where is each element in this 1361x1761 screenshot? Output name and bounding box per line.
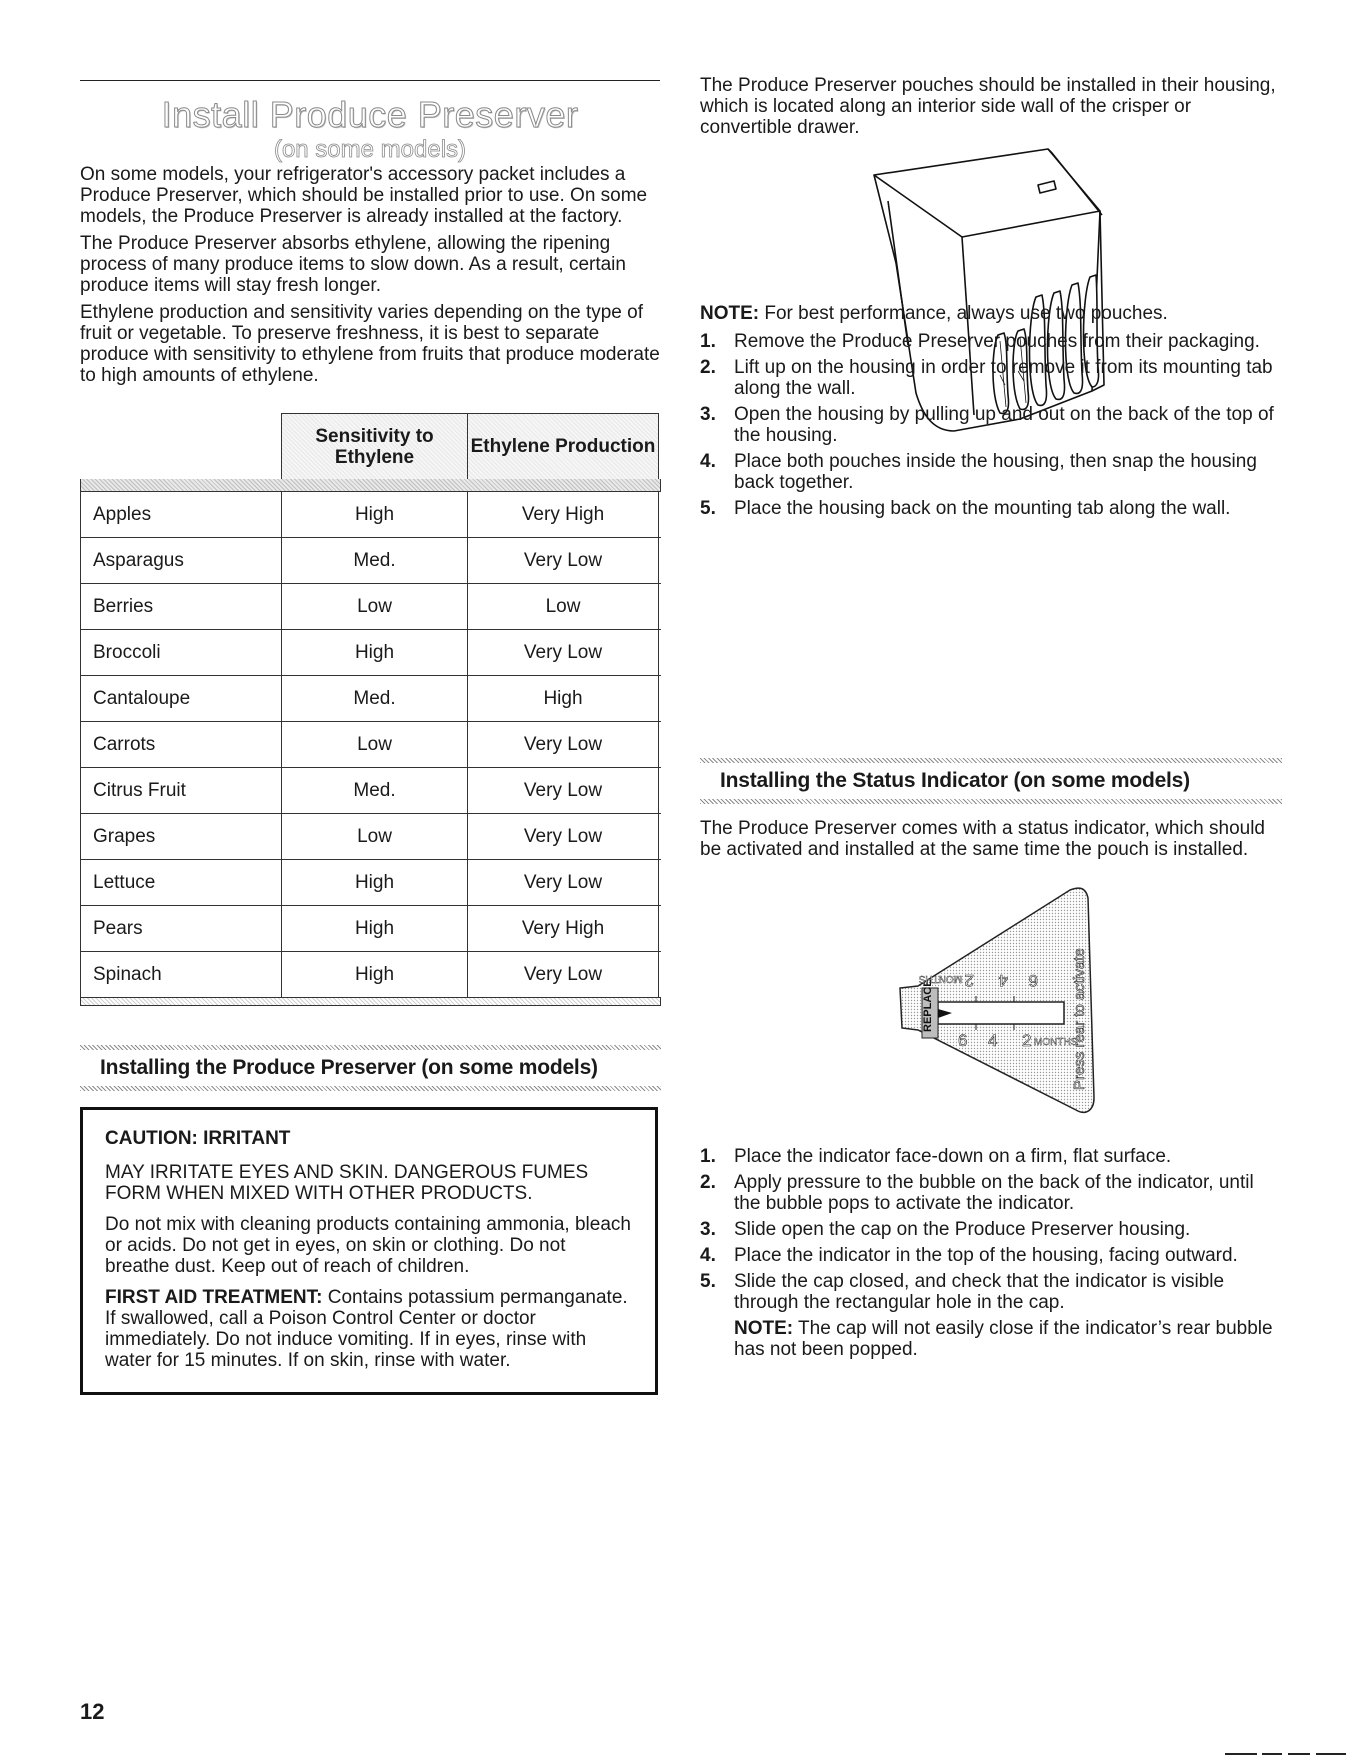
caution-box: [80, 1107, 658, 1395]
note-text: For best performance, always use two pouches.: [759, 303, 1168, 324]
right-column: [700, 75, 1282, 144]
caution-warning: MAY IRRITATE EYES AND SKIN. DANGEROUS FUMES FORM WHEN MIXED WITH OTHER PRODUCTS.: [105, 1162, 589, 1204]
indicator-instructions: [700, 1140, 1282, 1367]
table-row: [80, 583, 661, 629]
step-number: 3.: [700, 1219, 716, 1240]
footer-mark: [1316, 1753, 1346, 1755]
step-text: Apply pressure to the bubble on the back of the indicator, until the bubble pops to activate the indicator.: [734, 1172, 1254, 1214]
table-row: [80, 537, 661, 583]
table-header-row: [80, 413, 661, 479]
table-row: [80, 629, 661, 675]
caution-instructions: Do not mix with cleaning products containing ammonia, bleach or acids. Do not get in eyes, on skin or clothing. Do not breathe dust. Keep out of reach of children.: [105, 1214, 631, 1277]
step-text: Place the indicator face-down on a firm, flat surface.: [734, 1146, 1172, 1167]
production-value: Low: [467, 584, 659, 629]
first-aid-text: Contains potassium permanganate. If swallowed, call a Poison Control Center or doctor immediately. Do not induce vomiting. If in eyes, rinse with water for 15 minutes. If on skin, rinse with water.: [105, 1287, 628, 1371]
footer-mark: [1225, 1753, 1257, 1755]
indicator-num-4-mirror: 4: [998, 971, 1008, 990]
step-item: [700, 1146, 1282, 1167]
production-value: Very High: [467, 492, 659, 537]
step-text: Remove the Produce Preserver pouches from their packaging.: [734, 331, 1260, 352]
step-item: [700, 1271, 1282, 1313]
step-number: 5.: [700, 498, 716, 519]
produce-name: Lettuce: [80, 860, 281, 905]
step-number: 4.: [700, 451, 716, 472]
table-hatch-divider: [80, 479, 661, 491]
step-item: [700, 498, 1282, 519]
first-aid: [105, 1287, 633, 1371]
indicator-num-6-mirror: 6: [1028, 971, 1038, 990]
note-cap-text: The cap will not easily close if the indicator’s rear bubble has not been popped.: [734, 1318, 1273, 1360]
indicator-press-label: Press rear to activate: [1071, 948, 1088, 1090]
section-heading-text: Installing the Status Indicator (on some models): [720, 769, 1190, 792]
step-text: Place the indicator in the top of the housing, facing outward.: [734, 1245, 1238, 1266]
page-number: 12: [80, 1699, 105, 1724]
sensitivity-value: Low: [281, 814, 467, 859]
indicator-num-2-mirror: 2: [964, 971, 974, 990]
produce-name: Pears: [80, 906, 281, 951]
page-subtitle: (on some models): [273, 136, 467, 163]
produce-name: Berries: [80, 584, 281, 629]
housing-instructions: [700, 303, 1282, 524]
production-value: Very Low: [467, 722, 659, 767]
step-number: 3.: [700, 404, 716, 425]
table-row: [80, 491, 661, 537]
production-value: Very Low: [467, 538, 659, 583]
step-item: [700, 451, 1282, 493]
footer-mark: [1288, 1753, 1310, 1755]
status-indicator-illustration: [880, 882, 1110, 1122]
indicator-replace-label: REPLACE: [922, 979, 934, 1032]
table-row: [80, 721, 661, 767]
step-item: [700, 404, 1282, 446]
step-item: [700, 1245, 1282, 1266]
production-value: Very Low: [467, 814, 659, 859]
step-number: 2.: [700, 357, 716, 378]
step-text: Slide open the cap on the Produce Preserver housing.: [734, 1219, 1191, 1240]
production-value: Very Low: [467, 860, 659, 905]
first-aid-label: FIRST AID TREATMENT:: [105, 1287, 323, 1308]
section-heading-text: Installing the Produce Preserver (on some models): [100, 1056, 598, 1079]
note: [700, 303, 1282, 324]
step-text: Slide the cap closed, and check that the indicator is visible through the rectangular hole in the cap.: [734, 1271, 1225, 1313]
table-header-sensitivity: Sensitivity to Ethylene: [281, 413, 467, 479]
table-hatch-bottom: [80, 998, 661, 1006]
step-number: 1.: [700, 331, 716, 352]
caution-title: CAUTION: IRRITANT: [105, 1128, 291, 1149]
housing-steps: [700, 331, 1282, 519]
step-number: 1.: [700, 1146, 716, 1167]
sensitivity-value: Low: [281, 722, 467, 767]
top-rule: [80, 80, 660, 81]
produce-name: Cantaloupe: [80, 676, 281, 721]
step-item: [700, 357, 1282, 399]
sensitivity-value: Med.: [281, 676, 467, 721]
step-number: 5.: [700, 1271, 716, 1292]
step-text: Place the housing back on the mounting tab along the wall.: [734, 498, 1231, 519]
step-text: Lift up on the housing in order to remove it from its mounting tab along the wall.: [734, 357, 1273, 399]
sensitivity-value: High: [281, 630, 467, 675]
indicator-steps: [700, 1146, 1282, 1313]
page-title: Install Produce Preserver: [161, 94, 579, 135]
produce-name: Citrus Fruit: [80, 768, 281, 813]
intro-text: [80, 164, 660, 392]
step-item: [700, 331, 1282, 352]
production-value: Very Low: [467, 630, 659, 675]
produce-name: Broccoli: [80, 630, 281, 675]
produce-name: Carrots: [80, 722, 281, 767]
status-intro-paragraph: The Produce Preserver comes with a status indicator, which should be activated and installed at the same time the pouch is installed.: [700, 818, 1265, 860]
produce-name: Spinach: [80, 952, 281, 997]
intro-paragraph: On some models, your refrigerator's accessory packet includes a Produce Preserver, which should be installed prior to use. On some models, the Produce Preserver is already installed at the factory.: [80, 164, 648, 227]
intro-paragraph: The Produce Preserver absorbs ethylene, allowing the ripening process of many produce items to slow down. As a result, certain produce items will stay fresh longer.: [80, 233, 626, 296]
sensitivity-value: High: [281, 860, 467, 905]
table-row: [80, 675, 661, 721]
section-heading-status: [700, 758, 1282, 804]
intro-paragraph: Ethylene production and sensitivity varies depending on the type of fruit or vegetable. To preserve freshness, it is best to separate produce with sensitivity to ethylene from fruits that produce moderate to high amounts of ethylene.: [80, 302, 660, 386]
status-intro: [700, 818, 1282, 866]
footer-mark: [1262, 1753, 1282, 1755]
production-value: Very Low: [467, 952, 659, 997]
sensitivity-value: High: [281, 492, 467, 537]
ethylene-table: [80, 413, 661, 1006]
note-label: NOTE:: [700, 303, 760, 324]
step-text: Open the housing by pulling up and out on the back of the top of the housing.: [734, 404, 1274, 446]
note-cap-label: NOTE:: [734, 1318, 794, 1339]
production-value: Very Low: [467, 768, 659, 813]
table-row: [80, 859, 661, 905]
table-row: [80, 905, 661, 951]
sensitivity-value: High: [281, 906, 467, 951]
sensitivity-value: Med.: [281, 768, 467, 813]
indicator-num-6: 6: [958, 1031, 968, 1050]
step-number: 2.: [700, 1172, 716, 1193]
note-cap: [700, 1318, 1282, 1360]
indicator-months-mirror: MONTHS: [918, 973, 962, 984]
produce-name: Grapes: [80, 814, 281, 859]
indicator-num-2: 2: [1022, 1031, 1032, 1050]
table-header-production: Ethylene Production: [467, 413, 659, 479]
step-text: Place both pouches inside the housing, then snap the housing back together.: [734, 451, 1257, 493]
sensitivity-value: High: [281, 952, 467, 997]
production-value: High: [467, 676, 659, 721]
sensitivity-value: Med.: [281, 538, 467, 583]
housing-intro: The Produce Preserver pouches should be installed in their housing, which is located along an interior side wall of the crisper or convertible drawer.: [700, 75, 1276, 138]
indicator-months-label: MONTHS: [1034, 1037, 1078, 1048]
step-item: [700, 1219, 1282, 1240]
step-number: 4.: [700, 1245, 716, 1266]
produce-name: Apples: [80, 492, 281, 537]
produce-name: Asparagus: [80, 538, 281, 583]
table-row: [80, 767, 661, 813]
sensitivity-value: Low: [281, 584, 467, 629]
table-row: [80, 951, 661, 998]
table-row: [80, 813, 661, 859]
production-value: Very High: [467, 906, 659, 951]
section-heading-install: [80, 1045, 661, 1091]
step-item: [700, 1172, 1282, 1214]
indicator-num-4: 4: [988, 1031, 998, 1050]
